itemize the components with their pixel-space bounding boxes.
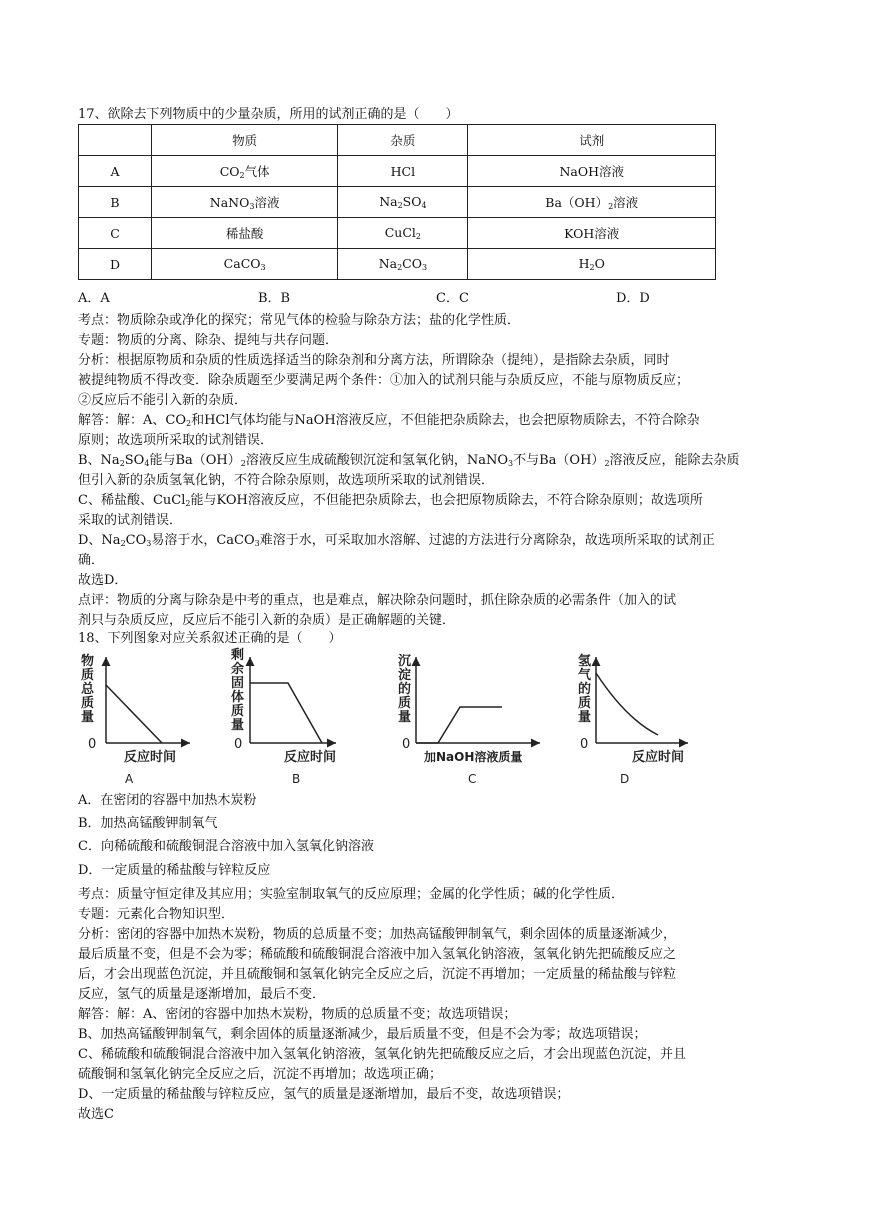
- option-a: A．A: [78, 291, 110, 306]
- q18-jieda-line: B、加热高锰酸钾制氧气，剩余固体的质量逐渐减少，最后质量不变，但是不会为零；故选项错误；: [78, 1027, 647, 1042]
- graph-c-caption: C: [468, 772, 477, 786]
- row-label: B: [79, 187, 152, 218]
- row-label: D: [79, 249, 152, 280]
- substance-cell: 稀盐酸: [152, 218, 338, 249]
- q18-fenxi-line: 分析：密闭的容器中加热木炭粉，物质的总质量不变；加热高锰酸钾制氧气，剩余固体的质量逐渐减少，: [78, 927, 677, 942]
- graph-a-origin: 0: [88, 737, 97, 752]
- question-17-options: [78, 287, 778, 305]
- graph-b-ylabel-char: 体: [231, 690, 245, 705]
- reagent-cell: KOH溶液: [468, 218, 716, 249]
- table-row: [79, 156, 716, 187]
- graph-c-origin: 0: [402, 737, 411, 752]
- q17-dianping: 点评：物质的分离与除杂是中考的重点，也是难点，解决除杂问题时，抓住除杂质的必需条件（加入的试: [78, 593, 677, 608]
- graph-c-ylabel-char: 淀: [398, 668, 412, 683]
- q18-option-d: D．一定质量的稀盐酸与锌粒反应: [78, 863, 271, 878]
- substance-cell: NaNO$_3$溶液: [152, 187, 338, 218]
- q17-jieda-d: D、$Na_2CO_3$易溶于水，CaCO$_3$难溶于水，可采取加水溶解、过滤的方法进行分离除杂，故选项所采取的试剂正: [78, 533, 715, 548]
- impurity-cell: CuCl$_2$: [338, 218, 468, 249]
- graph-b-caption: B: [292, 772, 301, 786]
- graph-a-ylabel-char: 质: [81, 696, 95, 711]
- table-header-row: [79, 125, 716, 156]
- graph-d-ylabel-char: 质: [578, 696, 592, 711]
- q18-jieda-line: 解答：解：A、密闭的容器中加热木炭粉，物质的总质量不变；故选项错误；: [78, 1007, 517, 1022]
- graph-b-curve: [250, 683, 322, 743]
- impurity-cell: $Na_2CO_3$: [338, 249, 468, 280]
- graph-b-ylabel-char: 质: [231, 704, 245, 719]
- q18-answer: 故选C: [78, 1107, 114, 1122]
- q17-fenxi-line: 分析：根据原物质和杂质的性质选择适当的除杂剂和分离方法，所谓除杂（提纯），是指除去杂质，同时: [78, 353, 670, 368]
- q18-jieda-line: 硫酸铜和氢氧化钠完全反应之后，沉淀不再增加；故选项正确；: [78, 1067, 443, 1082]
- graph-c-ylabel-char: 质: [398, 696, 412, 711]
- q18-kaodian: 考点：质量守恒定律及其应用；实验室制取氧气的反应原理；金属的化学性质；碱的化学性质．: [78, 887, 625, 902]
- graph-a-xlabel: 反应时间: [124, 750, 177, 765]
- q18-option-a: A．在密闭的容器中加热木炭粉: [78, 793, 257, 808]
- reagent-cell: $H_2O$: [468, 249, 716, 280]
- graph-c-xlabel: 加NaOH溶液质量: [424, 750, 523, 764]
- question-18-stem: 18、下列图象对应关系叙述正确的是（ ）: [78, 631, 342, 646]
- q17-jieda-c: C、稀盐酸、CuCl$_2$能与KOH溶液反应，不但能把杂质除去，也会把原物质除去，不符合除杂原则；故选项所: [78, 493, 703, 508]
- option-b: B．B: [258, 291, 291, 306]
- q17-answer: 故选D．: [78, 573, 128, 588]
- impurity-cell: $Na_2SO_4$: [338, 187, 468, 218]
- graph-c-ylabel-char: 量: [398, 710, 412, 725]
- graph-b-ylabel-char: 剩: [231, 648, 245, 663]
- q18-option-c: C．向稀硫酸和硫酸铜混合溶液中加入氢氧化钠溶液: [78, 839, 374, 854]
- option-d: D．D: [616, 291, 650, 306]
- graph-d-xlabel: 反应时间: [632, 750, 685, 765]
- q18-option-b: B．加热高锰酸钾制氧气: [78, 816, 218, 831]
- graph-a-ylabel-char: 总: [81, 682, 95, 697]
- question-17-stem: 17、欲除去下列物质中的少量杂质，所用的试剂正确的是（ ）: [78, 107, 459, 122]
- graph-c-ylabel-char: 沉: [398, 654, 412, 669]
- table-header-cell: [79, 125, 152, 156]
- q18-jieda-line: C、稀硫酸和硫酸铜混合溶液中加入氢氧化钠溶液，氢氧化钠先把硫酸反应之后，才会出现蓝色沉淀，并且: [78, 1047, 686, 1062]
- substance-cell: CaCO$_3$: [152, 249, 338, 280]
- graph-d-ylabel-char: 量: [578, 710, 592, 725]
- graph-a-ylabel-char: 质: [81, 668, 95, 683]
- substance-cell: $CO_2$气体: [152, 156, 338, 187]
- graph-a-ylabel-char: 量: [81, 710, 95, 725]
- graphs-svg: [78, 645, 718, 795]
- graph-a-caption: A: [125, 772, 134, 786]
- q17-jieda-a: 解答：解：A、$CO_2$和HCl气体均能与NaOH溶液反应，不但能把杂质除去，也会把原物质除去，不符合除杂: [78, 413, 700, 428]
- graph-b-origin: 0: [234, 737, 243, 752]
- q18-fenxi-line: 最后质量不变，但是不会为零；稀硫酸和硫酸铜混合溶液中加入氢氧化钠溶液，氢氧化钠先把硫酸反应之: [78, 947, 677, 962]
- graph-d-ylabel-char: 的: [578, 682, 592, 697]
- q17-jieda-b: B、$Na_2SO_4$能与$Ba(OH)_2$溶液反应生成硫酸钡沉淀和氢氧化钠，NaNO$_3$不与$Ba(OH)_2$溶液反应，能除去杂质: [78, 453, 740, 468]
- graph-b-ylabel-char: 量: [231, 718, 245, 733]
- table-row: [79, 249, 716, 280]
- q17-jieda-a-cont: 原则；故选项所采取的试剂错误．: [78, 433, 274, 448]
- graph-a-ylabel-char: 物: [81, 654, 95, 669]
- graph-d-curve: [596, 673, 658, 735]
- graph-d-ylabel-char: 氢: [578, 654, 592, 669]
- reagent-cell: $Ba(OH)_2$溶液: [468, 187, 716, 218]
- q17-fenxi-line: ②反应后不能引入新的杂质．: [78, 393, 248, 408]
- q17-dianping-cont: 剂只与杂质反应，反应后不能引入新的杂质）是正确解题的关键．: [78, 613, 456, 628]
- graph-c-ylabel-char: 的: [398, 682, 412, 697]
- option-c: C．C: [436, 291, 469, 306]
- q17-kaodian: 考点：物质除杂或净化的探究；常见气体的检验与除杂方法；盐的化学性质．: [78, 313, 521, 328]
- graph-d-origin: 0: [580, 737, 589, 752]
- graph-a-curve: [106, 685, 162, 743]
- table-row: [79, 218, 716, 249]
- q18-fenxi-line: 后，才会出现蓝色沉淀，并且硫酸铜和氢氧化钠完全反应之后，沉淀不再增加；一定质量的稀盐酸与锌粒: [78, 967, 677, 982]
- impurity-cell: HCl: [338, 156, 468, 187]
- q17-jieda-d-cont: 确．: [78, 553, 105, 568]
- graph-b-xlabel: 反应时间: [284, 750, 337, 765]
- q18-jieda-line: D、一定质量的稀盐酸与锌粒反应，氢气的质量是逐渐增加，最后不变，故选项错误；: [78, 1087, 570, 1102]
- question-18-graphs: [78, 645, 718, 795]
- q18-zhuanti: 专题：元素化合物知识型．: [78, 907, 235, 922]
- row-label: A: [79, 156, 152, 187]
- q17-fenxi-line: 被提纯物质不得改变．除杂质题至少要满足两个条件：①加入的试剂只能与杂质反应，不能与原物质反应；: [78, 373, 690, 388]
- table-header-cell: 试剂: [468, 125, 716, 156]
- reagent-cell: NaOH溶液: [468, 156, 716, 187]
- q18-fenxi-line: 反应，氢气的质量是逐渐增加，最后不变．: [78, 987, 326, 1002]
- q17-jieda-b-cont: 但引入新的杂质氢氧化钠，不符合除杂原则，故选项所采取的试剂错误．: [78, 473, 495, 488]
- q17-zhuanti: 专题：物质的分离、除杂、提纯与共存问题．: [78, 333, 339, 348]
- graph-d-ylabel-char: 气: [578, 668, 592, 683]
- table-header-cell: 杂质: [338, 125, 468, 156]
- table-header-cell: 物质: [152, 125, 338, 156]
- graph-d-caption: D: [620, 772, 630, 786]
- graph-c-curve: [416, 707, 502, 743]
- row-label: C: [79, 218, 152, 249]
- question-17-table: [78, 124, 716, 280]
- graph-b-ylabel-char: 余: [231, 662, 245, 677]
- graph-b-ylabel-char: 固: [231, 676, 245, 691]
- q17-jieda-c-cont: 采取的试剂错误．: [78, 513, 183, 528]
- table-row: [79, 187, 716, 218]
